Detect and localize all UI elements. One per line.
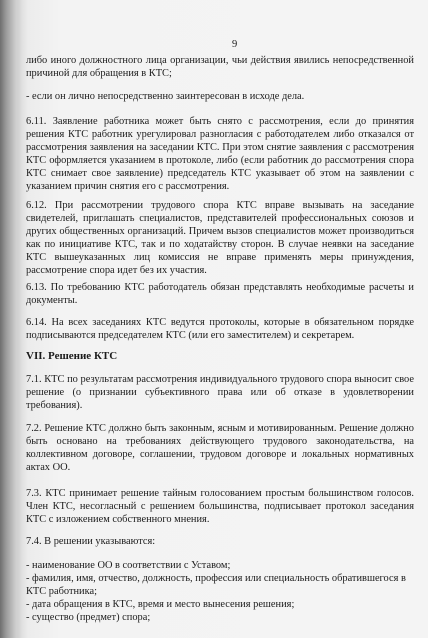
section-heading: VII. Решение КТС: [26, 350, 118, 362]
page-number: 9: [232, 39, 238, 50]
paragraph-7-3: 7.3. КТС принимает решение тайным голосованием простым большинством голосов. Член КТС, несогласный с решением большинства, подписывает протокол заседания КТС с изложением собственного мнения.: [26, 488, 414, 526]
paragraph-7-4: 7.4. В решении указываются:: [26, 536, 156, 547]
page-binding-shadow: [0, 0, 22, 638]
list-item: - наименование ОО в соответствии с Уставом;: [26, 560, 231, 571]
list-item: - дата обращения в КТС, время и место вынесения решения;: [26, 599, 295, 610]
paragraph-list-item: - если он лично непосредственно заинтересован в исходе дела.: [26, 91, 305, 102]
list-item: - существо (предмет) спора;: [26, 612, 151, 623]
paragraph-6-14: 6.14. На всех заседаниях КТС ведутся протоколы, которые в обязательном порядке подписываются председателем КТС (или его заместителем) и секретарем.: [26, 317, 414, 342]
paragraph-6-11: 6.11. Заявление работника может быть снято с рассмотрения, если до принятия решения КТС работник урегулировал разногласия с работодателем либо отказался от рассмотрения заявления на заседании КТС. При этом снятие заявления с рассмотрения КТС оформляется указанием в протоколе, либо (если работник до рассмотрения спора КТС снимает свое заявление) председатель КТС указывает об этом на заявлении с указанием причин снятия его с рассмотрения.: [26, 116, 414, 193]
list-item: - фамилия, имя, отчество, должность, профессия или специальность обратившегося в КТС работника;: [26, 573, 406, 598]
paragraph-6-12: 6.12. При рассмотрении трудового спора КТС вправе вызывать на заседание свидетелей, приглашать специалистов, представителей профессиональных союзов и других общественных организаций. Причем вызов специалистов может производиться как по инициативе КТС, так и по ходатайству сторон. В случае неявки на заседание КТС вышеуказанных лиц комиссия не вправе применять меры принуждения, рассмотрение спора идет без их участия.: [26, 200, 414, 277]
paragraph-7-1: 7.1. КТС по результатам рассмотрения индивидуального трудового спора выносит свое решение (о признании субъективного права или об отказе в удовлетворении требования).: [26, 374, 414, 412]
paragraph-continuation: либо иного должностного лица организации, чьи действия явились непосредственной причиной для обращения в КТС;: [26, 55, 414, 80]
paragraph-7-2: 7.2. Решение КТС должно быть законным, ясным и мотивированным. Решение должно быть основано на требованиях действующего трудового законодательства, на коллективном договоре, соглашении, трудовом договоре и локальных нормативных актах ОО.: [26, 423, 414, 474]
paragraph-6-13: 6.13. По требованию КТС работодатель обязан представлять необходимые расчеты и документы.: [26, 282, 414, 307]
